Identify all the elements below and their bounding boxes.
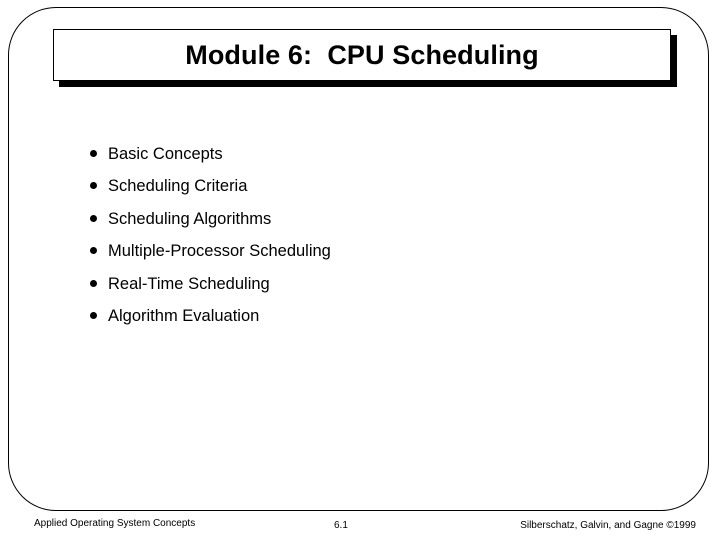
bullet-label: Scheduling Criteria [108,177,248,196]
bullet-list [90,138,331,333]
bullet-label: Real-Time Scheduling [108,274,270,293]
bullet-dot-icon [90,312,97,319]
footer-book-title: Applied Operating System Concepts [34,518,196,529]
bullet-dot-icon [90,182,97,189]
bullet-label: Basic Concepts [108,144,223,163]
bullet-label: Algorithm Evaluation [108,307,260,326]
bullet-item [90,236,331,269]
bullet-item [90,301,331,334]
bullet-dot-icon [90,247,97,254]
bullet-item [90,171,331,204]
slide-title: Module 6: CPU Scheduling [185,39,539,70]
bullet-dot-icon [90,280,97,287]
title-box [53,29,671,81]
bullet-item [90,138,331,171]
bullet-dot-icon [90,215,97,222]
footer-copyright: Silberschatz, Galvin, and Gagne ©1999 [520,520,696,531]
bullet-label: Multiple-Processor Scheduling [108,242,331,261]
bullet-label: Scheduling Algorithms [108,209,272,228]
footer-page-number: 6.1 [334,520,348,531]
bullet-item [90,268,331,301]
bullet-dot-icon [90,150,97,157]
bullet-item [90,203,331,236]
